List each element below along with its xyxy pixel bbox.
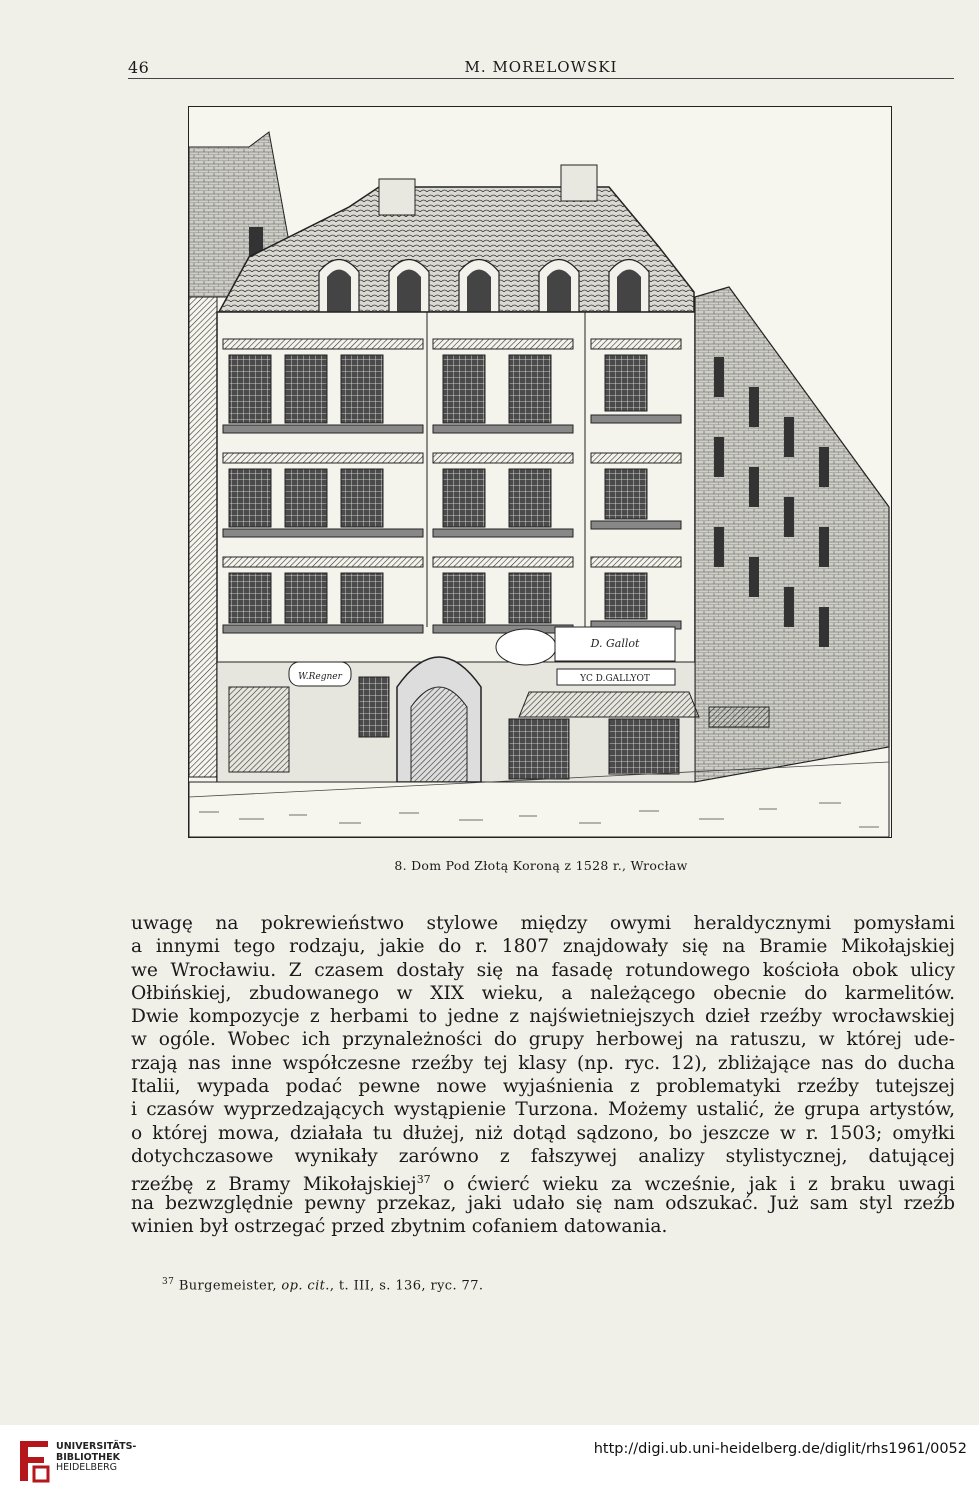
library-footer <box>0 1425 979 1497</box>
body-line: uwagę na pokrewieństwo stylowe między owymi heraldycznymi pomysłami <box>131 913 955 934</box>
page-number: 46 <box>128 58 150 77</box>
figure-engraving <box>188 106 892 838</box>
body-line: Dwie kompozycje z herbami to jedne z najświetniejszych dzieł rzeźby wrocławskiej <box>131 1006 955 1028</box>
footnote-op-cit: op. cit. <box>281 1278 330 1294</box>
portal <box>397 657 481 782</box>
body-line: i czasów wyprzedzających wystąpienie Turzona. Możemy ustalić, że grupa artystów, <box>131 1099 955 1121</box>
building-illustration <box>189 107 891 837</box>
library-logo-icon[interactable] <box>14 1437 54 1485</box>
body-line-head: rzeźbę z Bramy Mikołajskiej <box>131 1174 417 1196</box>
footnote-rest: , t. III, s. 136, ryc. 77. <box>329 1278 484 1294</box>
sign-gallot-upper: D. Gallot <box>590 637 640 650</box>
body-paragraph <box>131 912 955 1238</box>
body-line-with-footnote <box>131 1168 955 1196</box>
body-line-tail: o ćwierć wieku za wcześnie, jak i z braku uwagi <box>430 1174 955 1196</box>
receding-street-facade <box>695 287 889 782</box>
footnote <box>162 1277 483 1293</box>
main-roof <box>219 165 694 312</box>
body-line: na bezwzględnie pewny przekaz, jaki udało się nam odszukać. Już sam styl rzeźb <box>131 1192 955 1214</box>
footnote-number: 37 <box>162 1277 175 1287</box>
sign-gallot-lower: YC D.GALLYOT <box>580 674 650 684</box>
figure-caption: 8. Dom Pod Złotą Koroną z 1528 r., Wrocław <box>394 858 688 873</box>
permalink-url[interactable]: http://digi.ub.uni-heidelberg.de/diglit/rhs1961/0052 <box>593 1441 967 1457</box>
window-rows <box>223 339 681 633</box>
body-line: dotychczasowe wynikały zarówno z fałszywej analizy stylistycznej, datującej <box>131 1145 955 1167</box>
footnote-author: Burgemeister, <box>178 1278 282 1294</box>
library-name-line: BIBLIOTHEK <box>56 1451 120 1463</box>
library-name-line: HEIDELBERG <box>56 1462 118 1473</box>
library-name-line: UNIVERSITÄTS- <box>56 1441 137 1452</box>
body-line: o której mowa, działała tu dłużej, niż dotąd sądzono, bo jeszcze w r. 1503; omyłki <box>131 1122 955 1144</box>
body-line: Ołbińskiej, zbudowanego w XIX wieku, a należącego obecnie do karmelitów. <box>131 982 955 1004</box>
sign-regner: W.Regner <box>298 672 342 682</box>
body-line: a innymi tego rodzaju, jakie do r. 1807 znajdowały się na Bramie Mikołajskiej <box>131 936 955 958</box>
body-line: rzają nas inne współczesne rzeźby tej klasy (np. ryc. 12), zbliżające nas do ducha <box>131 1052 955 1074</box>
body-line: w ogóle. Wobec ich przynależności do grupy herbowej na ratuszu, w której ude- <box>131 1029 955 1051</box>
body-line: winien był ostrzegać przed zbytnim cofaniem datowania. <box>131 1215 668 1237</box>
footnote-ref[interactable]: 37 <box>416 1173 431 1187</box>
page-header <box>128 56 954 79</box>
body-line: Italii, wypada podać pewne nowe wyjaśnienia z problematyki rzeźby tutejszej <box>131 1076 955 1098</box>
running-head: M. MORELOWSKI <box>464 58 618 76</box>
library-name <box>56 1442 136 1474</box>
body-line: we Wrocławiu. Z czasem dostały się na fasadę rotundowego kościoła obok ulicy <box>131 959 955 981</box>
